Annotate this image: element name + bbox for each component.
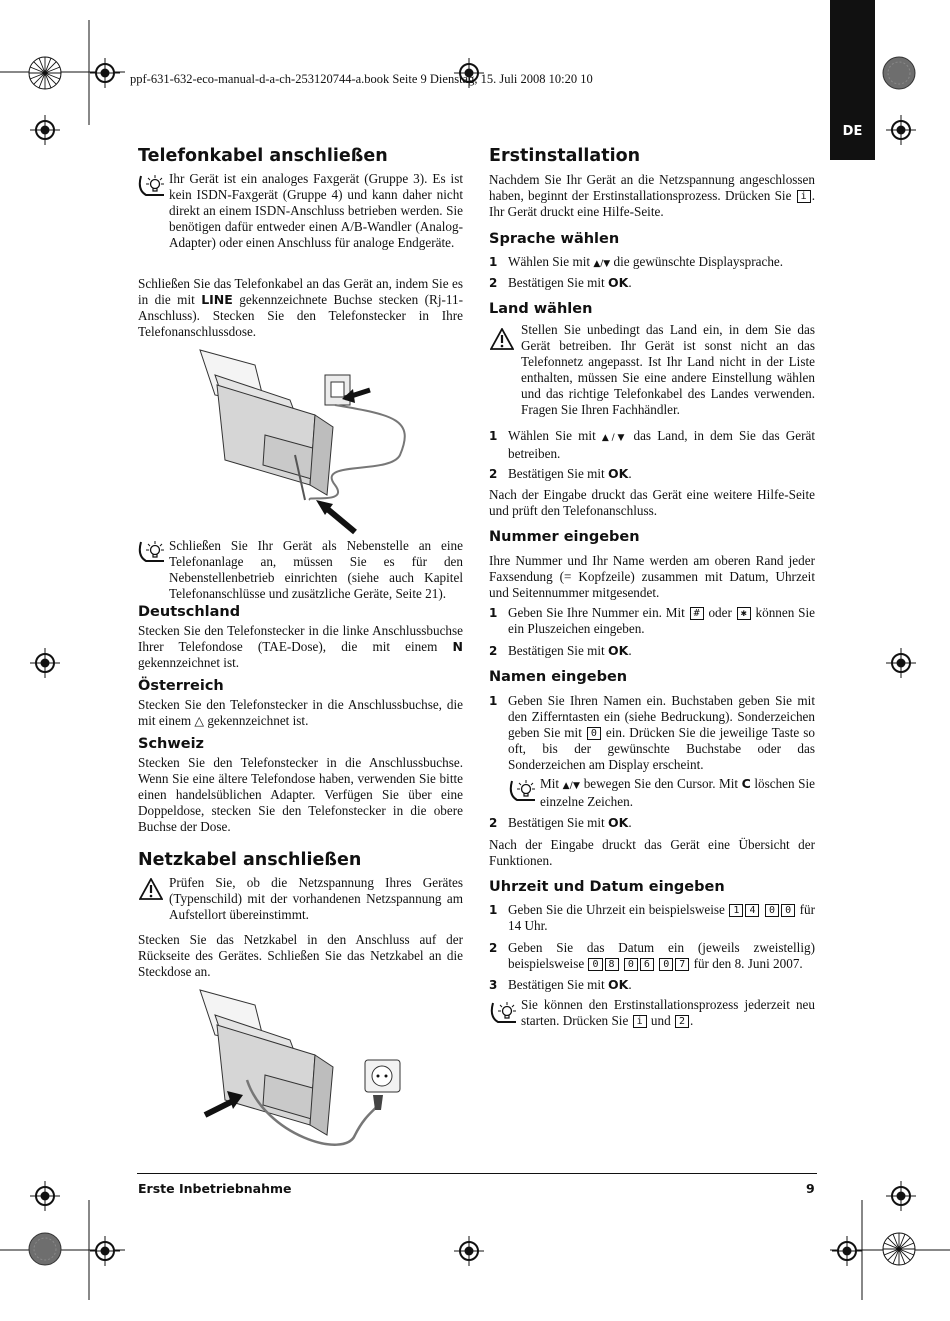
registration-mark — [832, 1236, 862, 1266]
gray-disc-mark — [28, 1232, 62, 1266]
step-number: 1 — [489, 903, 498, 917]
step-number: 2 — [489, 276, 498, 290]
ok-key: OK — [608, 466, 629, 481]
text: das Land, in dem Sie das Gerät betreiben. — [508, 428, 816, 461]
text: Bestätigen Sie mit — [508, 275, 608, 290]
footer-section: Erste Inbetriebnahme — [138, 1181, 292, 1196]
gray-disc-mark — [882, 56, 916, 90]
text: . — [628, 977, 632, 992]
star-key: ✱ — [737, 607, 751, 620]
paragraph-namen-after: Nach der Eingabe druckt das Gerät eine Übersicht der Funktionen. — [489, 837, 815, 868]
step-nummer-1 — [489, 605, 815, 637]
language-tab-label: DE — [842, 124, 863, 139]
text: Geben Sie Ihren Namen ein. Buchstaben geben Sie mit den Zifferntasten ein (siehe Bedruckung). Sonderzeichen geben Sie mit — [508, 693, 815, 740]
text: oder — [704, 605, 736, 620]
section-title-namen: Namen eingeben — [489, 669, 628, 685]
ok-key: OK — [608, 977, 629, 992]
ok-key: OK — [608, 643, 629, 658]
text: die gewünschte Displaysprache. — [610, 254, 784, 269]
starburst-mark — [882, 1232, 916, 1266]
tip-analog-fax: Ihr Gerät ist ein analoges Faxgerät (Gruppe 3). Es ist kein ISDN-Faxgerät (Gruppe 4) und kann daher nicht direkt an einem ISDN-Anschluss betrieben werden. Sie benötigen dafür entweder einen A/B-Wandler (Analog-Adapter) oder einen Anschluss für analoge Endgeräte. — [169, 171, 463, 250]
digit-key: 7 — [675, 958, 689, 971]
digit-key: 0 — [588, 958, 602, 971]
section-title-land: Land wählen — [489, 301, 593, 317]
tip-icon — [490, 1000, 518, 1026]
text: Bestätigen Sie mit — [508, 977, 608, 992]
text: löschen Sie einzelne Zeichen. — [540, 776, 816, 809]
digit-key: 0 — [659, 958, 673, 971]
step-number: 3 — [489, 978, 498, 992]
text: Geben Sie die Uhrzeit ein beispielsweise — [508, 902, 729, 917]
text: . Ihr Gerät druckt eine Hilfe-Seite. — [489, 188, 815, 219]
step-number: 2 — [489, 816, 498, 830]
section-title-sprache: Sprache wählen — [489, 231, 620, 247]
arrow-keys: ▲/▼ — [593, 259, 611, 269]
text: können Sie ein Pluszeichen eingeben. — [508, 605, 815, 636]
text: und — [647, 1013, 674, 1028]
registration-mark — [886, 648, 916, 678]
tip-extension: Schließen Sie Ihr Gerät als Nebenstelle an eine Telefonanlage an, müssen Sie es für den Nebenstellenbetrieb einrichten (siehe auch Kapitel Telefonanschlüsse und zusätzliche Geräte, Seite 21). — [169, 538, 463, 601]
section-title-uhrzeit: Uhrzeit und Datum eingeben — [489, 879, 725, 895]
text: Geben Sie das Datum ein (jeweils zweistellig) beispielsweise — [508, 940, 815, 971]
step-number: 2 — [489, 644, 498, 658]
file-info: ppf-631-632-eco-manual-d-a-ch-253120744-a.book Seite 9 Dienstag, 15. Juli 2008 10:20 10 — [130, 72, 593, 86]
triangle-symbol: △ — [194, 713, 205, 728]
digit-key: 1 — [729, 904, 743, 917]
step-number: 2 — [489, 941, 498, 955]
step-number: 1 — [489, 606, 498, 620]
ok-key: OK — [608, 275, 629, 290]
section-title-oesterreich: Österreich — [138, 678, 224, 694]
text: Nachdem Sie Ihr Gerät an die Netzspannung angeschlossen haben, beginnt der Erstinstallationsprozess. Drücken Sie — [489, 172, 815, 203]
step-land-1 — [489, 428, 815, 460]
tip-restart — [521, 997, 815, 1029]
warning-icon — [490, 328, 514, 350]
section-title-nummer: Nummer eingeben — [489, 529, 640, 545]
text: Stecken Sie den Telefonstecker in die linke Anschlussbuchse Ihrer Telefondose (TAE-Dose), die mit einem — [138, 623, 463, 654]
step-namen-2 — [489, 815, 815, 831]
arrow-keys: ▲/▼ — [601, 433, 628, 443]
step-number: 1 — [489, 694, 498, 708]
paragraph-nummer-intro: Ihre Nummer und Ihr Name werden am oberen Rand jeder Faxsendung (= Kopfzeile) zusammen mit Datum, Uhrzeit und Seitennummer mitgesendet. — [489, 553, 815, 600]
text: Wählen Sie mit — [508, 254, 594, 269]
paragraph-deutschland — [138, 623, 463, 671]
text: Mit — [540, 776, 563, 791]
warning-icon — [139, 878, 163, 900]
warning-country: Stellen Sie unbedingt das Land ein, in dem Sie das Gerät betreiben. Ihr Gerät ist sonst nicht an das Telefonnetz angepasst. Ist Ihr Land nicht in der Liste enthalten, müssen Sie eine andere Einstellung wählen und das richtige Telefonkabel des Landes verwenden. Fragen Sie Ihren Fachhändler. — [521, 322, 815, 417]
info-key: i — [633, 1015, 647, 1028]
text: Bestätigen Sie mit — [508, 643, 608, 658]
paragraph-erstinstallation — [489, 172, 815, 220]
section-title-deutschland: Deutschland — [138, 604, 241, 620]
registration-mark — [30, 648, 60, 678]
step-land-2 — [489, 466, 815, 482]
arrow-keys: ▲/▼ — [562, 781, 581, 791]
text: für den 8. Juni 2007. — [690, 956, 803, 971]
text: gekennzeichnet ist. — [138, 655, 240, 670]
text: . — [628, 275, 632, 290]
step-number: 2 — [489, 467, 498, 481]
language-tab — [830, 0, 875, 160]
registration-mark — [30, 115, 60, 145]
text: . — [628, 466, 632, 481]
text: gekennzeichnet ist. — [204, 713, 309, 728]
digit-key: 2 — [675, 1015, 689, 1028]
text: . — [628, 643, 632, 658]
text: Bestätigen Sie mit — [508, 466, 608, 481]
paragraph-connect-power: Stecken Sie das Netzkabel in den Anschluss auf der Rückseite des Gerätes. Schließen Sie das Netzkabel an die Steckdose an. — [138, 932, 463, 979]
digit-key: 0 — [624, 958, 638, 971]
section-title-telefonkabel: Telefonkabel anschließen — [138, 146, 388, 166]
section-title-schweiz: Schweiz — [138, 736, 205, 752]
text: bewegen Sie den Cursor. Mit — [580, 776, 742, 791]
fax-power-illustration — [195, 985, 415, 1160]
step-uhrzeit-1 — [489, 902, 815, 934]
tip-icon — [509, 778, 537, 804]
step-sprache-1 — [489, 254, 815, 270]
warning-voltage: Prüfen Sie, ob die Netzspannung Ihres Gerätes (Typenschild) mit der vorhandenen Netzspannung am Aufstellort übereinstimmt. — [169, 875, 463, 922]
paragraph-connect-phone-cable — [138, 276, 463, 340]
paragraph-land-after: Nach der Eingabe druckt das Gerät eine weitere Hilfe-Seite und prüft den Telefonanschluss. — [489, 487, 815, 518]
registration-mark — [454, 1236, 484, 1266]
text: . — [690, 1013, 694, 1028]
text: Wählen Sie mit — [508, 428, 602, 443]
c-key: C — [741, 776, 751, 791]
step-nummer-2 — [489, 643, 815, 659]
step-namen-1 — [489, 693, 815, 773]
paragraph-schweiz: Stecken Sie den Telefonstecker in die Anschlussbuchse. Wenn Sie eine ältere Telefondose haben, verwenden Sie bitte einen handelsüblichen Adapter. Verfügen Sie über eine Doppeldose, stecken Sie den Telefonstecker in die obere Buchse der Dose. — [138, 755, 463, 834]
registration-mark — [886, 1181, 916, 1211]
tip-icon — [138, 539, 166, 565]
text: gekennzeichnete Buchse stecken (Rj-11-Anschluss). Stecken Sie den Telefonstecker in Ihre Telefonanschlussdose. — [138, 292, 463, 339]
info-key: i — [797, 190, 811, 203]
tip-icon — [138, 173, 166, 199]
digit-key: 4 — [745, 904, 759, 917]
text: für 14 Uhr. — [508, 902, 816, 933]
digit-key: 8 — [605, 958, 619, 971]
footer-rule — [137, 1173, 817, 1174]
fax-illustration — [195, 345, 430, 535]
zero-key: 0 — [587, 727, 601, 740]
section-title-erstinstallation: Erstinstallation — [489, 146, 641, 166]
step-number: 1 — [489, 255, 498, 269]
text: Sie können den Erstinstallationsprozess jederzeit neu starten. Drücken Sie — [521, 997, 815, 1028]
tip-cursor — [540, 776, 815, 810]
step-uhrzeit-2 — [489, 940, 815, 972]
registration-mark — [30, 1181, 60, 1211]
digit-key: 6 — [640, 958, 654, 971]
registration-mark — [90, 1236, 120, 1266]
text: Schließen Sie das Telefonkabel an das Gerät an, indem Sie es in die mit — [138, 276, 463, 307]
text: . — [628, 815, 632, 830]
n-label: N — [452, 639, 463, 654]
step-number: 1 — [489, 429, 498, 443]
text: Stecken Sie den Telefonstecker in die Anschlussbuchse, die mit einem — [138, 697, 463, 728]
starburst-mark — [28, 56, 62, 90]
text: ein. Drücken Sie die jeweilige Taste so oft, bis der gewünschte Buchstabe oder das Sonderzeichen am Display erscheint. — [508, 725, 815, 772]
line-label: LINE — [201, 292, 233, 307]
registration-mark — [886, 115, 916, 145]
step-uhrzeit-3 — [489, 977, 815, 993]
page-number: 9 — [806, 1181, 815, 1196]
ok-key: OK — [608, 815, 629, 830]
registration-mark — [90, 58, 120, 88]
digit-key: 0 — [781, 904, 795, 917]
text: Geben Sie Ihre Nummer ein. Mit — [508, 605, 689, 620]
section-title-netzkabel: Netzkabel anschließen — [138, 850, 362, 870]
hash-key: # — [690, 607, 704, 620]
text: Bestätigen Sie mit — [508, 815, 608, 830]
paragraph-oesterreich — [138, 697, 463, 729]
step-sprache-2 — [489, 275, 815, 291]
digit-key: 0 — [765, 904, 779, 917]
